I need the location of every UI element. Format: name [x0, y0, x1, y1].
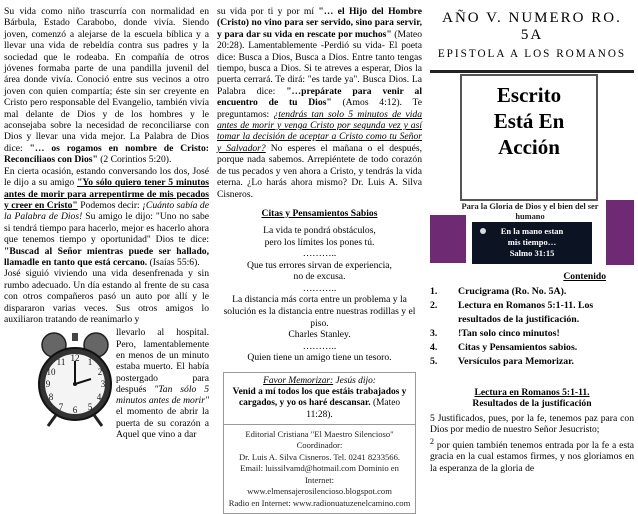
publication-title: Escrito Está En Acción	[460, 74, 598, 201]
divider	[430, 70, 634, 73]
tagline: Para la Gloria de Dios y el bien del ser humano	[461, 202, 599, 221]
svg-text:3: 3	[100, 379, 106, 390]
decor-block-left	[430, 215, 466, 263]
clock-section	[4, 327, 209, 441]
footer-line: Editorial Cristiana "El Maestro Silencioso" Coordinador:	[245, 428, 394, 451]
book-subtitle: EPISTOLA A LOS ROMANOS	[437, 48, 627, 60]
question-text: ¿tendrás tan solo 5 minutos de vida antes de morir y venga Cristo por segunda vez y así tomar la decisión de aceptar a Cristo como tu Señor y Salvador?	[217, 108, 422, 154]
moon-icon	[480, 228, 486, 234]
quotes-title: Citas y Pensamientos Sabios	[261, 207, 378, 219]
footer-radio-link: Radio en Internet: www.radionuatuzenelcamino.com	[228, 497, 411, 508]
svg-text:4: 4	[96, 392, 102, 403]
quote-line: Quien tiene un amigo tiene un tesoro.	[247, 352, 392, 364]
contents-list	[430, 285, 634, 369]
svg-text:11: 11	[56, 357, 66, 368]
bible-quote: "… os rogamos en nombre de Cristo: Reconciliaos con Dios"	[4, 142, 209, 166]
quote-author: Charles Stanley.	[288, 329, 351, 341]
publisher-footer	[223, 425, 416, 514]
contents-title: Contenido	[563, 271, 606, 282]
svg-text:7: 7	[58, 402, 64, 413]
memorize-box: Favor Memorizar: Jesús dijo: Venid a mí todos los que estáis trabajados y cargados, y yo os haré descansar. (Mateo 11:28).	[223, 372, 416, 425]
memorize-author: Jesús dijo:	[335, 376, 376, 387]
bible-quote: "Buscad al Señor mientras puede ser hallado, llamadle en tanto que está cercano.	[4, 245, 209, 268]
list-item: 1. Crucigrama (Ro. No. 5A).	[430, 286, 567, 297]
story-paragraph-2: En cierta ocasión, estando conversando los dos, José le dijo a su amigo "Yo sólo quiero tener 5 minutos antes de morir para arrepentirme de mis pecados y creer en Cristo" Podemos decir: ¡Cuánto sabía de la Palabra de Dios! Su amigo le dijo: "Uno no sabe si tendrá tiempo para hacerlo, mejor es hacerlo ahora que tenemos tiempo y oportunidad" Dios te dice: "Buscad al Señor mientras puede ser hallado, llamadle en tanto que está cercano. (Isaías 55:6).	[4, 165, 210, 268]
svg-text:1: 1	[87, 357, 93, 368]
quote-line: pero los límites los pones tú.	[264, 236, 375, 248]
quote-line: La vida te pondrá obstáculos,	[263, 224, 376, 236]
story-text	[4, 6, 209, 325]
bible-quote: "…prepárate para venir al encuentro de tu Dios"	[217, 85, 422, 109]
svg-text:8: 8	[48, 392, 54, 403]
bible-quote: "… el Hijo del Hombre (Cristo) no vino para ser servido, sino para servir, y para dar su vida en rescate por muchos"	[217, 6, 422, 40]
svg-text:12: 12	[70, 353, 80, 364]
story-paragraph-1: Su vida como niño trascurría con normalidad en Bárbula, Estado Carabobo, donde vivía. Siendo joven, comenzó a alejarse de la escuela bíblica y a llevar una vida de rebeldía contra sus padres y la sociedad que le rodeaba. En compañía de otros jóvenes formaba parte de una pandilla juvenil del área donde vivía. Conoció entre sus vecinos a otro joven con quien compartía; éste sin ser creyente en Cristo pero responsable del Evangelio, también vivía mal delante de Dios y de los hombres y le aconsejaba sobre la necesidad de reconciliarse con Dios y llevar una vida mejor. La Palabra de Dios dice: "… os rogamos en nombre de Cristo: Reconciliaos con Dios" (2 Corintios 5:20).	[4, 6, 209, 166]
masthead	[430, 70, 634, 265]
list-item: 2. Lectura en Romanos 5:1-11. Los resultados de la justificación.	[430, 300, 594, 325]
key-quote: "Yo sólo quiero tener 5 minutos antes de morir para arrepentirme de mis pecados y creer en Cristo"	[4, 177, 210, 211]
story-paragraph-3: José siguió viviendo una vida desenfrenada y sin rumbo adecuado. Un día estando al frente de su casa con otros compañeros pasó un auto por allí y le dispararon varias veces. Sus otros amigos lo auxiliaron tratando de reanimarlo y	[4, 268, 209, 325]
svg-text:5: 5	[87, 402, 93, 413]
night-banner: En la mano estan mis tiempo… Salmo 31:15	[472, 222, 592, 264]
quote-separator: ………..	[302, 248, 337, 260]
list-item: 5. Versículos para Memorizar.	[430, 356, 574, 367]
column-left	[4, 0, 210, 441]
verse-2: $^2$ por quien también tenemos entrada por la fe a esta gracia en la cual estamos firmes, y nos gloriamos en la esperanza de la gloria de	[430, 436, 634, 474]
decor-block-right	[606, 200, 634, 265]
quote-line: La distancia más corta entre un problema y la solución es la distancia entre nuestras rodillas y el piso.	[223, 294, 416, 329]
column-right	[430, 0, 634, 474]
column-middle	[217, 0, 422, 514]
list-item: 4. Citas y Pensamientos sabios.	[430, 342, 578, 353]
quote-separator: ………..	[302, 340, 337, 352]
footer-line: Dr. Luis A. Silva Cisneros. Tel. 0241 8233566.	[238, 451, 401, 462]
memorize-title: Favor Memorizar:	[263, 376, 334, 387]
reading-text	[430, 413, 634, 474]
svg-text:9: 9	[45, 379, 51, 390]
quote-separator: ………..	[302, 282, 337, 294]
verse-5: 5 Justificados, pues, por la fe, tenemos paz para con Dios por medio de nuestro Señor Jesucristo;	[430, 413, 634, 436]
story-paragraph-continued: llevarlo al hospital. Pero, lamentablemente en menos de un minuto estaba muerto. El había postergado para después "Tan sólo 5 minutos antes de morir" el momento de abrir la puerta de su corazón a Aquel que vino a dar	[116, 327, 209, 441]
quote-line: no de excusa.	[293, 271, 346, 283]
footer-blog-link: www.elmensajerosilencioso.blogspot.com	[247, 486, 392, 497]
svg-text:6: 6	[72, 405, 78, 416]
svg-text:10: 10	[46, 367, 56, 378]
svg-text:2: 2	[97, 367, 103, 378]
reflection-text: su vida por ti y por mí "… el Hijo del Hombre (Cristo) no vino para ser servido, sino para servir, y para dar su vida en rescate por muchos" (Mateo 20:28). Lamentablemente -Perdió su vida- El poeta dice: Busca a Dios, Busca a Dios. Entre tanto tengas tiempo, busca a Dios. Si te atreves a esperar, Dios la puerta cerrará. Te dirá: "es tarde ya". Busca Dios. La Palabra dice: "…prepárate para venir al encuentro de tu Dios" (Amos 4:12). Te preguntamos: ¿tendrás tan solo 5 minutos de vida antes de morir y venga Cristo por segunda vez y así tomar la decisión de aceptar a Cristo como tu Señor y Salvador? No esperes el mañana o el después, porque nada sabemos. Arrepiéntete de todo corazón de tus pecados y ven ahora a Cristo, y tendrás la vida eterna. ¿Lo harás ahora mismo? Dr. Luis A. Silva Cisneros.	[217, 6, 422, 200]
alarm-clock-icon	[34, 329, 116, 429]
quotes-list	[217, 225, 422, 364]
reading-title: Lectura en Romanos 5:1-11. Resultados de la justificación	[472, 387, 592, 409]
footer-email: Email: luissilvamd@hotmail.com Dominio en Internet:	[240, 463, 399, 485]
issue-number: AÑO V. NUMERO RO. 5A	[442, 10, 622, 43]
memorize-verse: Venid a mí todos los que estáis trabajados y cargados, y yo os haré descansar.	[232, 387, 407, 409]
list-item: 3. !Tan solo cinco minutos!	[430, 328, 560, 339]
quote-line: Que tus errores sirvan de experiencia,	[247, 259, 392, 271]
